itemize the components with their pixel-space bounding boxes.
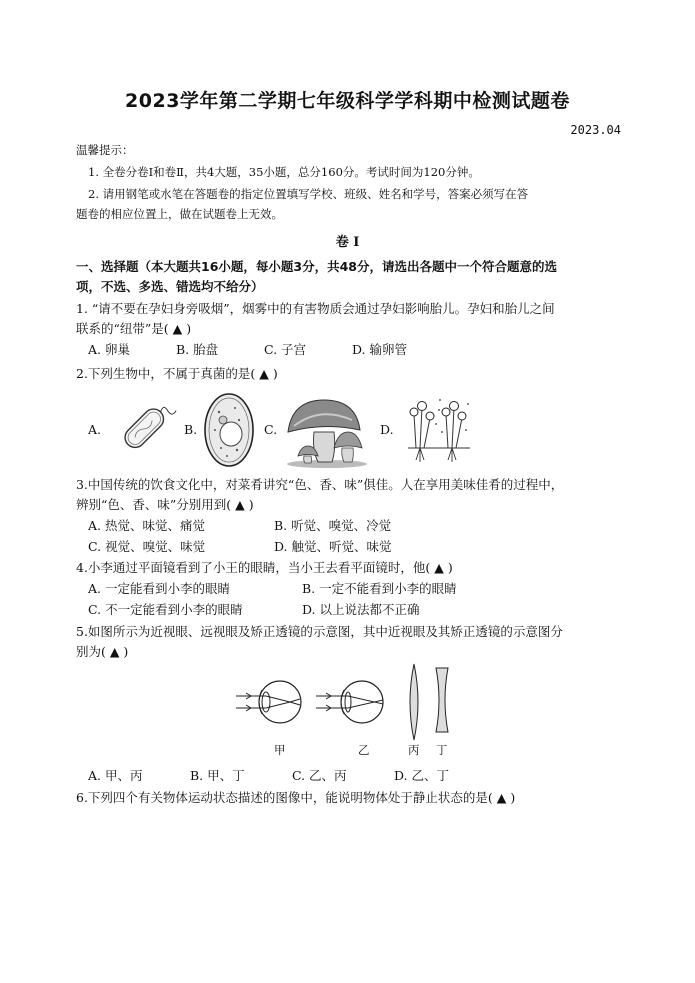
concave-lens-icon: [436, 668, 448, 732]
section-title-line1: 一、选择题（本大题共16小题，每小题3分，共48分，请选出各题中一个符合题意的选: [76, 259, 557, 274]
q1-stem-line1: 1. “请不要在孕妇身旁吸烟”，烟雾中的有害物质会通过孕妇影响胎儿。孕妇和胎儿之间: [76, 301, 555, 316]
convex-lens-icon: [410, 664, 418, 740]
q4-option-c: C. 不一定能看到小李的眼睛: [88, 602, 243, 617]
q5-option-b: B. 甲、丁: [189, 768, 245, 783]
fig-label-ding: 丁: [436, 743, 448, 757]
notice-item-2: 2. 请用钢笔或水笔在答题卷的指定位置填写学校、班级、姓名和学号，答案必须写在答: [88, 187, 529, 201]
q3-options-row1: [88, 516, 391, 534]
q3-option-b: B. 听觉、嗅觉、冷觉: [273, 518, 392, 533]
exam-title: 2023学年第二学期七年级科学学科期中检测试题卷: [125, 90, 570, 112]
q3-options-row2: [88, 537, 392, 555]
exam-date: 2023.04: [570, 123, 621, 137]
q2-option-a: A.: [88, 422, 102, 437]
eye-lens-diagram: [232, 660, 472, 742]
q3-option-c: C. 视觉、嗅觉、味觉: [88, 539, 206, 554]
q1-option-a: A. 卵巢: [88, 342, 130, 357]
q4-option-d: D. 以上说法都不正确: [301, 602, 420, 617]
notice-item-1: 1. 全卷分卷Ⅰ和卷Ⅱ，共4大题，35小题，总分160分。考试时间为120分钟。: [88, 165, 480, 179]
q5-stem-line1: 5.如图所示为近视眼、远视眼及矫正透镜的示意图，其中近视眼及其矫正透镜的示意图分: [76, 624, 563, 639]
notice-heading: 温馨提示：: [76, 143, 134, 157]
fig-label-jia: 甲: [274, 743, 286, 757]
eye-yi-icon: [316, 681, 383, 723]
bacterium-icon: [110, 394, 180, 464]
notice-item-3: 题卷的相应位置上，做在试题卷上无效。: [76, 207, 283, 221]
q4-option-b: B. 一定不能看到小李的眼睛: [301, 581, 457, 596]
section-title-line2: 项，不选、多选、错选均不给分）: [76, 279, 264, 294]
q2-option-c: C.: [264, 422, 278, 437]
q4-option-a: A. 一定能看到小李的眼睛: [88, 581, 230, 596]
q1-stem-line2: 联系的“纽带”是( ▲ ): [76, 321, 192, 336]
q2-stem: 2.下列生物中，不属于真菌的是( ▲ ): [76, 366, 278, 381]
q3-stem-line1: 3.中国传统的饮食文化中，对菜肴讲究“色、香、味”俱佳。人在享用美味佳肴的过程中，: [76, 477, 564, 492]
q5-option-d: D. 乙、丁: [393, 768, 449, 783]
q4-stem: 4.小李通过平面镜看到了小王的眼睛，当小王去看平面镜时，他( ▲ ): [76, 560, 453, 575]
q4-options-row2: [88, 600, 420, 618]
q2-figures: [88, 392, 628, 472]
fig-label-yi: 乙: [358, 743, 370, 757]
yeast-cell-icon: [201, 390, 257, 470]
q1-option-c: C. 子宫: [263, 342, 307, 357]
fig-label-bing: 丙: [408, 743, 420, 757]
q1-option-d: D. 输卵管: [351, 342, 407, 357]
eye-jia-icon: [236, 681, 301, 723]
q4-options-row1: [88, 579, 457, 597]
q5-stem-line2: 别为( ▲ ): [76, 644, 129, 659]
q5-option-a: A. 甲、丙: [88, 768, 143, 783]
q6-stem: 6.下列四个有关物体运动状态描述的图像中，能说明物体处于静止状态的是( ▲ ): [76, 790, 516, 805]
q5-option-c: C. 乙、丙: [291, 768, 347, 783]
q3-option-d: D. 触觉、听觉、味觉: [273, 539, 392, 554]
q3-option-a: A. 热觉、味觉、痛觉: [88, 518, 205, 533]
volume-label: 卷 Ⅰ: [335, 235, 360, 250]
q1-option-b: B. 胎盘: [175, 342, 219, 357]
q3-stem-line2: 辨别“色、香、味”分别用到( ▲ ): [76, 497, 254, 512]
q5-eye-diagram: [232, 660, 472, 760]
q2-option-d: D.: [380, 422, 394, 437]
q1-options: [88, 340, 407, 358]
q2-option-b: B.: [184, 422, 198, 437]
mold-icon: [406, 396, 472, 468]
q5-options: [88, 766, 449, 784]
mushroom-icon: [284, 396, 370, 468]
